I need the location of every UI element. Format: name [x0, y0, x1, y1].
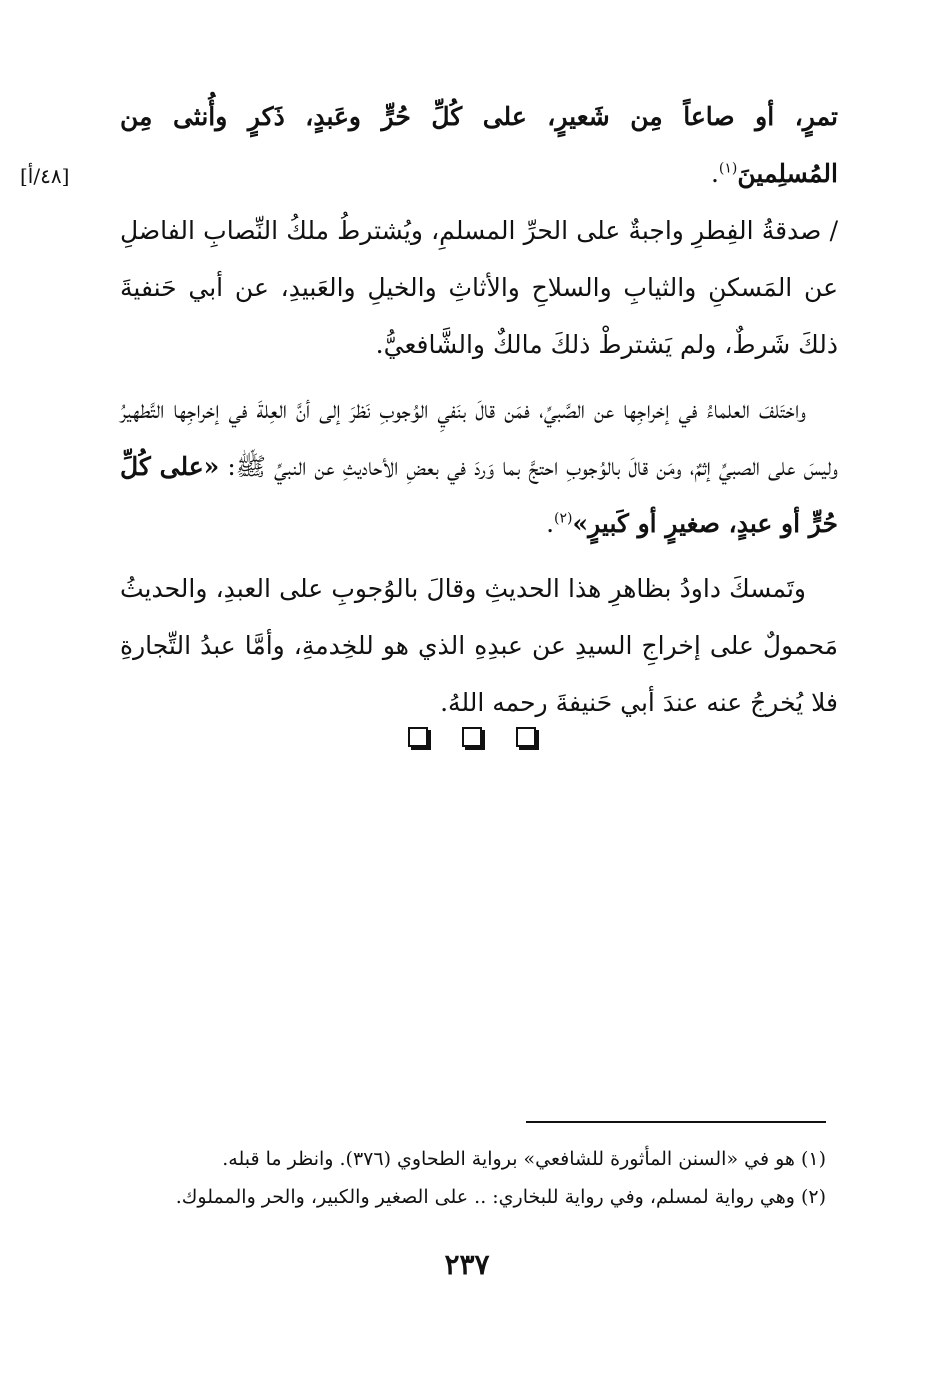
hadith-quote: «على كُلِّ حُرٍّ أو عبدٍ، صغيرٍ أو كَبيرٍ»: [120, 452, 838, 538]
footnote-1: (١) هو في «السنن المأثورة للشافعي» برواية الطحاوي (٣٧٦). وانظر ما قبله.: [222, 1148, 826, 1170]
main-text: [120, 88, 838, 731]
footnote-ref-1: (١): [718, 160, 738, 177]
paragraph-3: [120, 381, 838, 552]
paragraph-1: [120, 88, 838, 202]
footnotes: [110, 1140, 826, 1216]
footnote-2: (٢) وهي رواية لمسلم، وفي رواية للبخاري: .. على الصغير والكبير، والحر والمملوك.: [175, 1186, 826, 1208]
paragraph-2: / صدقةُ الفِطرِ واجبةٌ على الحرِّ المسلمِ، ويُشترطُ ملكُ النِّصابِ الفاضلِ عن المَسكنِ والثيابِ والسلاحِ والأثاثِ والخيلِ والعَبيدِ، عن أبي حَنفيةَ ذلكَ شَرطٌ، ولم يَشترطْ ذلكَ مالكٌ والشَّافعيُّ.: [120, 216, 838, 359]
separator-box-icon: [516, 727, 536, 747]
page-number: ٢٣٧: [444, 1248, 490, 1281]
separator-box-icon: [462, 727, 482, 747]
section-separator: [408, 727, 536, 757]
hadith-continuation: تمرٍ، أو صاعاً مِن شَعيرٍ، على كُلِّ حُرٍّ وعَبدٍ، ذَكرٍ وأُنثى مِن المُسلِمينَ: [120, 102, 838, 188]
footnote-divider: [526, 1121, 826, 1123]
paragraph-1-end: .: [710, 159, 719, 188]
paragraph-4: وتَمسكَ داودُ بظاهرِ هذا الحديثِ وقالَ بالوُجوبِ على العبدِ، والحديثُ مَحمولٌ على إخراجِ السيدِ عن عبدِهِ الذي هو للخِدمةِ، وأمَّا عبدُ التِّجارةِ فلا يُخرجُ عنه عندَ أبي حَنيفةَ رحمه اللهُ.: [120, 574, 838, 717]
paragraph-3-end: .: [546, 509, 555, 538]
footnote-ref-2: (٢): [554, 510, 573, 527]
separator-box-icon: [408, 727, 428, 747]
manuscript-folio-note: [٤٨/أ]: [20, 164, 70, 188]
paragraph-3-text: واختَلفَ العلماءُ في إخراجِها عن الصَّبيِّ، فمَن قالَ بنَفيِ الوُجوبِ نَظرَ إلى أنَّ العِلةَ في إخراجِها التَّطهيرُ وليسَ على الصبيِّ إثمٌ، ومَن قالَ بالوُجوبِ احتجَّ بما وَردَ في بعضِ الأحاديثِ عن النبيِّ ﷺ:: [120, 395, 838, 481]
